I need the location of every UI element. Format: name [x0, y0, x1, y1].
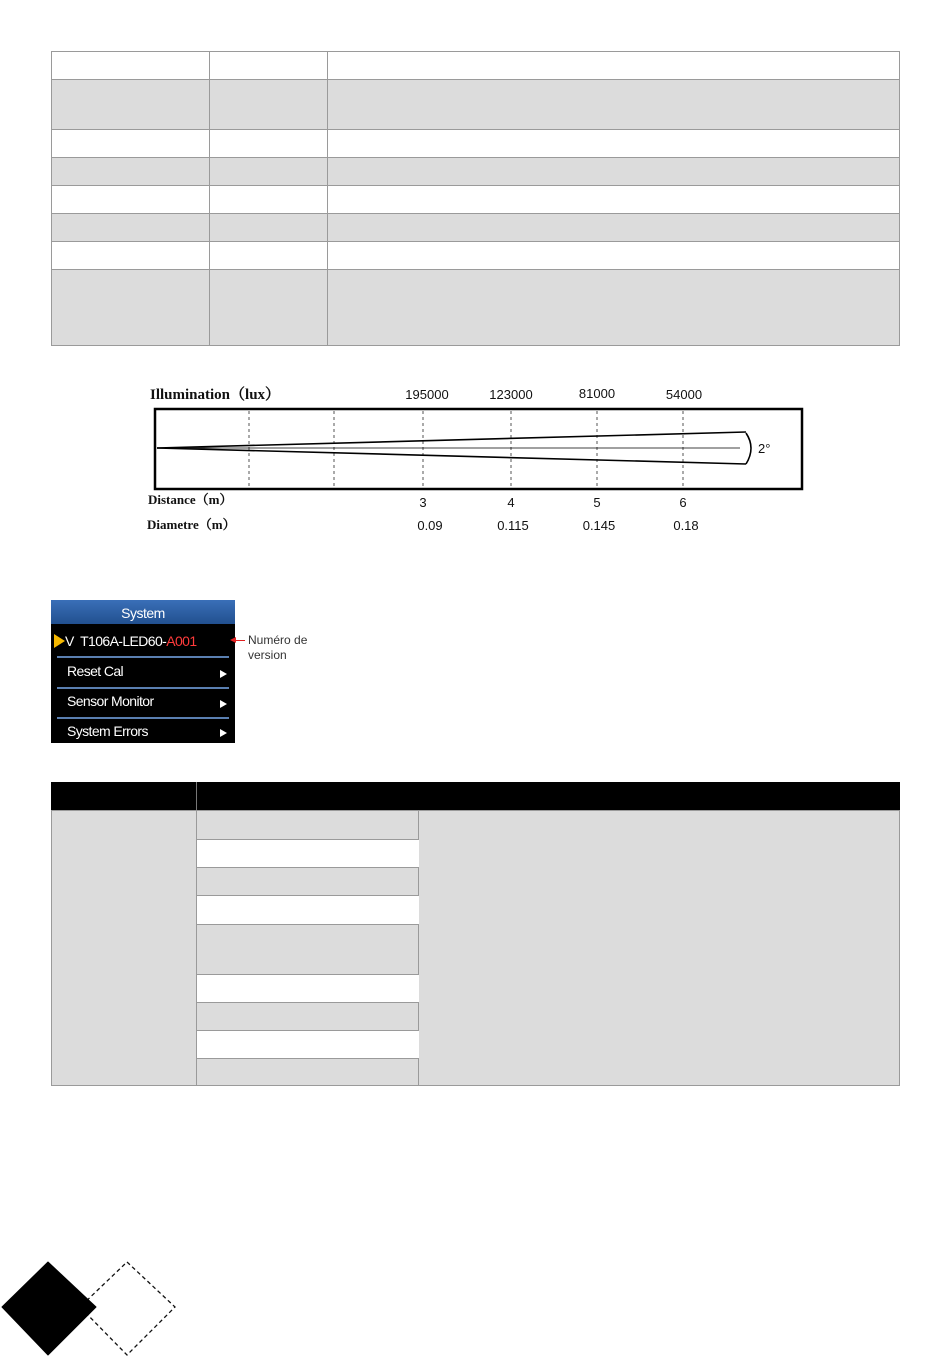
diameter-value: 0.18: [673, 518, 699, 533]
table-row: [52, 158, 900, 186]
table-row: [52, 130, 900, 158]
error-table: [51, 782, 900, 1085]
lux-value: 195000: [405, 387, 449, 402]
distance-gridlines: [249, 411, 683, 487]
spec-table: [51, 51, 900, 346]
distance-label: Distance（m）: [148, 492, 233, 507]
table-row: [52, 214, 900, 242]
table-cell: [197, 1058, 419, 1086]
menu-divider: [57, 717, 229, 719]
diameter-value: 0.115: [497, 518, 529, 533]
table-row: [52, 186, 900, 214]
angle-arc: [746, 433, 751, 464]
table-cell: [197, 1030, 419, 1058]
chevron-right-icon: [220, 670, 227, 678]
beam-lower-edge: [157, 448, 746, 464]
table-row: [52, 52, 900, 80]
version-code: A001: [166, 633, 197, 649]
distance-value: 6: [679, 495, 687, 510]
chevron-right-icon: [220, 700, 227, 708]
selection-arrow-icon: [54, 634, 65, 648]
table-cell: [197, 1002, 419, 1030]
beam-upper-edge: [157, 432, 746, 448]
table-cell: [197, 974, 419, 1002]
angle-label: 2°: [758, 441, 771, 456]
lux-value: 81000: [578, 386, 616, 401]
diameter-value: 0.09: [417, 518, 443, 533]
header-divider: [196, 782, 197, 810]
table-row: [52, 242, 900, 270]
table-row: [52, 80, 900, 130]
page-corner-mark: [0, 1255, 190, 1360]
table-cell: [197, 895, 419, 924]
version-prefix: V T106A-LED60-: [65, 633, 167, 649]
lux-value: 123000: [489, 387, 533, 402]
solid-diamond-icon: [2, 1262, 96, 1355]
distance-value: 4: [507, 495, 515, 510]
lux-value: 54000: [665, 387, 703, 402]
distance-value: 3: [419, 495, 427, 510]
table-row: [52, 270, 900, 346]
lcd-system-screen: [51, 600, 235, 743]
table-body: [51, 810, 900, 1086]
lcd-header: System: [51, 600, 235, 624]
version-row: [65, 633, 235, 649]
menu-divider: [57, 687, 229, 689]
callout-label: Numéro de version: [248, 633, 308, 662]
table-cell: [197, 924, 419, 974]
menu-item-system-errors[interactable]: System Errors: [67, 723, 148, 739]
table-cell: [197, 811, 419, 839]
beam-frame: [155, 409, 802, 489]
menu-item-reset-cal[interactable]: Reset Cal: [67, 663, 124, 679]
menu-divider: [57, 656, 229, 658]
beam-diagram: [140, 380, 820, 545]
illumination-label: Illumination（lux）: [150, 387, 281, 403]
distance-value: 5: [593, 495, 601, 510]
table-cell: [197, 867, 419, 895]
callout-arrow-icon: [230, 637, 236, 643]
diameter-value: 0.145: [582, 518, 616, 533]
menu-item-sensor-monitor[interactable]: Sensor Monitor: [67, 693, 154, 709]
chevron-right-icon: [220, 729, 227, 737]
table-cell: [197, 839, 419, 867]
table-header: [51, 782, 900, 810]
diameter-label: Diametre（m）: [147, 517, 236, 532]
